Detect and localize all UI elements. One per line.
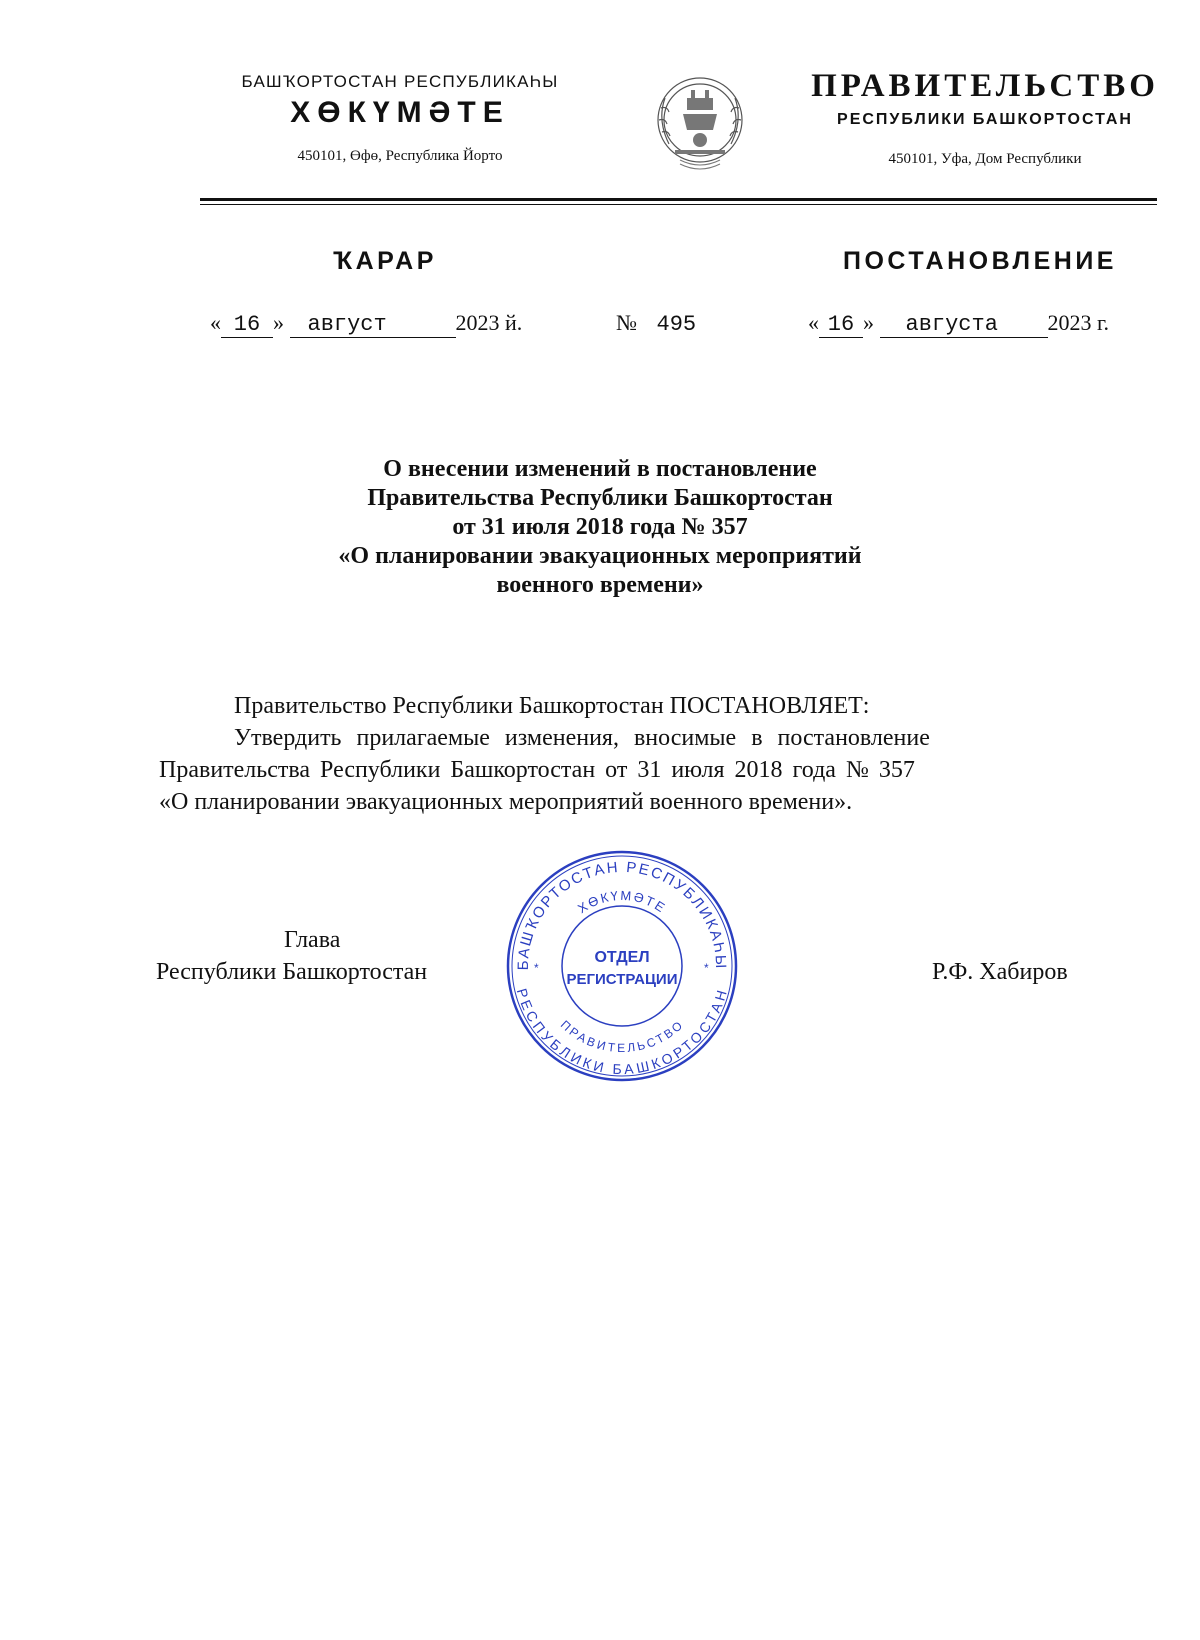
date-left-day: 16: [221, 313, 273, 338]
registration-stamp: [504, 848, 740, 1084]
title-line: Правительства Республики Башкортостан: [367, 485, 833, 511]
date-right-open-quote: «: [808, 310, 819, 335]
header-right-republic: РЕСПУБЛИКИ БАШКОРТОСТАН: [837, 111, 1133, 128]
doc-type-right: ПОСТАНОВЛЕНИЕ: [843, 247, 1117, 275]
date-right-close-quote: »: [863, 310, 874, 335]
coat-of-arms-icon: [635, 68, 765, 178]
document-number: [616, 310, 696, 337]
stamp-center-line2: РЕГИСТРАЦИИ: [566, 971, 678, 988]
doc-type-left: ҠАРАР: [333, 247, 437, 275]
signature-position-line1: Глава: [284, 927, 341, 953]
title-line: «О планировании эвакуационных мероприятий: [338, 543, 862, 569]
title-line: О внесении изменений в постановление: [383, 456, 817, 482]
header-right-government: ПРАВИТЕЛЬСТВО: [811, 68, 1159, 104]
date-left: [210, 310, 522, 338]
header-left-republic: БАШҠОРТОСТАН РЕСПУБЛИКАҺЫ: [241, 72, 559, 91]
date-right-month: августа: [880, 313, 1048, 338]
body-preamble: Правительство Республики Башкортостан ПОСТАНОВЛЯЕТ:: [234, 693, 870, 719]
title-line: от 31 июля 2018 года № 357: [452, 514, 748, 540]
header-divider: [200, 198, 1157, 201]
date-right-year: 2023 г.: [1047, 310, 1110, 335]
header-left-government: ХӨКҮМӘТЕ: [290, 96, 510, 129]
body-line: «О планировании эвакуационных мероприятий военного времени».: [159, 789, 853, 815]
number-sign: №: [616, 310, 637, 335]
body-paragraph: [159, 722, 1104, 818]
date-left-month: август: [290, 313, 456, 338]
stamp-outer-bottom: РЕСПУБЛИКИ БАШКОРТОСТАН: [513, 986, 731, 1078]
stamp-inner-bottom: ПРАВИТЕЛЬСТВО: [557, 1017, 687, 1056]
date-left-open-quote: «: [210, 310, 221, 335]
body-line: Правительства Республики Башкортостан от 31 июля 2018 года № 357: [159, 757, 915, 783]
stamp-star-left-icon: *: [534, 961, 539, 975]
signature-name: Р.Ф. Хабиров: [932, 959, 1068, 985]
header-divider-thin: [200, 204, 1157, 205]
stamp-star-right-icon: *: [704, 961, 709, 975]
signature-position: [156, 924, 496, 988]
number-value: 495: [656, 312, 697, 337]
date-left-year: 2023 й.: [455, 310, 523, 335]
date-right-day: 16: [819, 313, 863, 338]
document-title: [190, 455, 1010, 600]
stamp-outer-top: БАШҠОРТОСТАН РЕСПУБЛИКАҺЫ: [514, 858, 730, 971]
date-left-close-quote: »: [273, 310, 284, 335]
date-right: [808, 310, 1109, 338]
title-line: военного времени»: [496, 572, 704, 598]
body-line: [159, 722, 1104, 754]
signature-position-line2: Республики Башкортостан: [156, 959, 428, 985]
header-right-address: 450101, Уфа, Дом Республики: [888, 151, 1082, 167]
stamp-center-line1: ОТДЕЛ: [594, 949, 650, 966]
header-left-address: 450101, Өфө, Республика Йорто: [297, 148, 503, 164]
body-line-text: Утвердить прилагаемые изменения, вносимые в постановление: [234, 725, 930, 751]
stamp-inner-top: ХӨКҮМӘТЕ: [574, 887, 670, 917]
header-left: [180, 72, 620, 165]
header-right: [790, 68, 1180, 168]
